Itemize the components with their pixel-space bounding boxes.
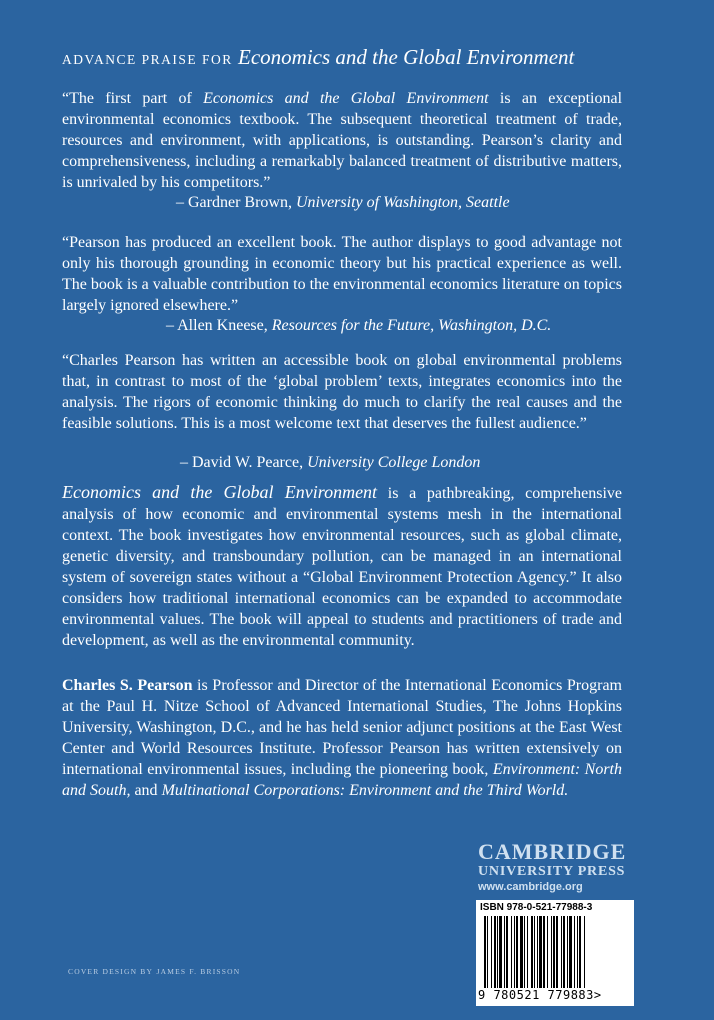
isbn-label: ISBN 978-0-521-77988-3 <box>480 902 593 913</box>
barcode-bar <box>504 916 505 988</box>
barcode-bar <box>499 916 502 988</box>
quote-3-attribution: – David W. Pearce, University College London <box>180 454 481 471</box>
barcode-digits: 9 780521 779883> <box>478 988 602 1002</box>
barcode-bar <box>579 916 581 988</box>
heading-prefix: ADVANCE PRAISE FOR <box>62 52 233 67</box>
publisher-press: UNIVERSITY PRESS <box>478 864 626 879</box>
barcode-bar <box>569 916 572 988</box>
barcode-bar <box>531 916 533 988</box>
quote-2-attribution: – Allen Kneese, Resources for the Future, Washington, D.C. <box>166 317 552 334</box>
quote-1-attribution: – Gardner Brown, University of Washington, Seattle <box>176 194 510 211</box>
barcode-bar <box>524 916 525 988</box>
praise-quote-3: “Charles Pearson has written an accessible book on global environmental problems that, in contrast to most of the ‘global problem’ texts, integrates economics into the analysis. The rigors of economic thinking do much to clarify the real causes and the feasible solutions. This is a most welcome text that deserves the fullest audience.” <box>62 352 622 432</box>
barcode-bar <box>514 916 515 988</box>
isbn-barcode-box <box>476 900 634 1006</box>
praise-quote-2: “Pearson has produced an excellent book. The author displays to good advantage not only his thorough grounding in economic theory but his practical experience as well. The book is a valuable contribution to the environmental economics literature on topics largely ignored elsewhere.” <box>62 234 622 314</box>
barcode-bar <box>534 916 535 988</box>
barcode-bar <box>551 916 552 988</box>
barcode-bar <box>494 916 496 988</box>
publisher-logo <box>478 840 638 894</box>
barcode-bar <box>484 916 486 988</box>
barcode-bar <box>511 916 512 988</box>
barcode-bar <box>537 916 538 988</box>
cover-design-credit: COVER DESIGN BY JAMES F. BRISSON <box>68 967 241 976</box>
barcode-bar <box>491 916 492 988</box>
praise-quote-1: “The first part of Economics and the Global Environment is an exceptional environmental economics textbook. The subsequent theoretical treatment of trade, resources and environment, with applications, is outstanding. Pearson’s clarity and comprehensiveness, including a remarkably balanced treatment of distributive matters, is unrivaled by his competitors.” <box>62 90 623 191</box>
book-description: Economics and the Global Environment is a pathbreaking, comprehensive analysis of how economic and environmental systems mesh in the international context. The book investigates how environmental resources, such as global climate, genetic diversity, and transboundary pollution, can be managed in an international system of sovereign states without a “Global Environment Protection Agency.” It also considers how traditional international economics can be expanded to accommodate environmental values. The book will appeal to students and practitioners of trade and development, as well as the environmental community. <box>62 482 622 649</box>
barcode-bar <box>584 916 585 988</box>
barcode-bar <box>577 916 578 988</box>
publisher-name: CAMBRIDGE <box>478 839 627 864</box>
publisher-url: www.cambridge.org <box>478 881 583 893</box>
barcode-bar <box>556 916 558 988</box>
barcode-graphic <box>482 916 628 988</box>
barcode-bar <box>543 916 545 988</box>
barcode-bar <box>539 916 542 988</box>
barcode-bar <box>561 916 562 988</box>
barcode-bar <box>563 916 565 988</box>
author-bio: Charles S. Pearson is Professor and Director of the International Economics Program at the Paul H. Nitze School of Advanced International Studies, The Johns Hopkins University, Washington, D.C., and he has held senior adjunct positions at the East West Center and World Resources Institute. Professor Pearson has written extensively on international environmental issues, including the pioneering book, Environment: North and South, and Multinational Corporations: Environment and the Third World. <box>62 677 623 799</box>
barcode-bar <box>497 916 498 988</box>
barcode-bar <box>520 916 523 988</box>
barcode-bar <box>487 916 488 988</box>
barcode-bar <box>574 916 575 988</box>
advance-praise-heading <box>62 44 662 73</box>
heading-book-title: Economics and the Global Environment <box>238 45 575 69</box>
barcode-bar <box>527 916 528 988</box>
barcode-bar <box>506 916 508 988</box>
barcode-bar <box>553 916 555 988</box>
barcode-bar <box>567 916 568 988</box>
barcode-bar <box>516 916 518 988</box>
barcode-bar <box>547 916 548 988</box>
